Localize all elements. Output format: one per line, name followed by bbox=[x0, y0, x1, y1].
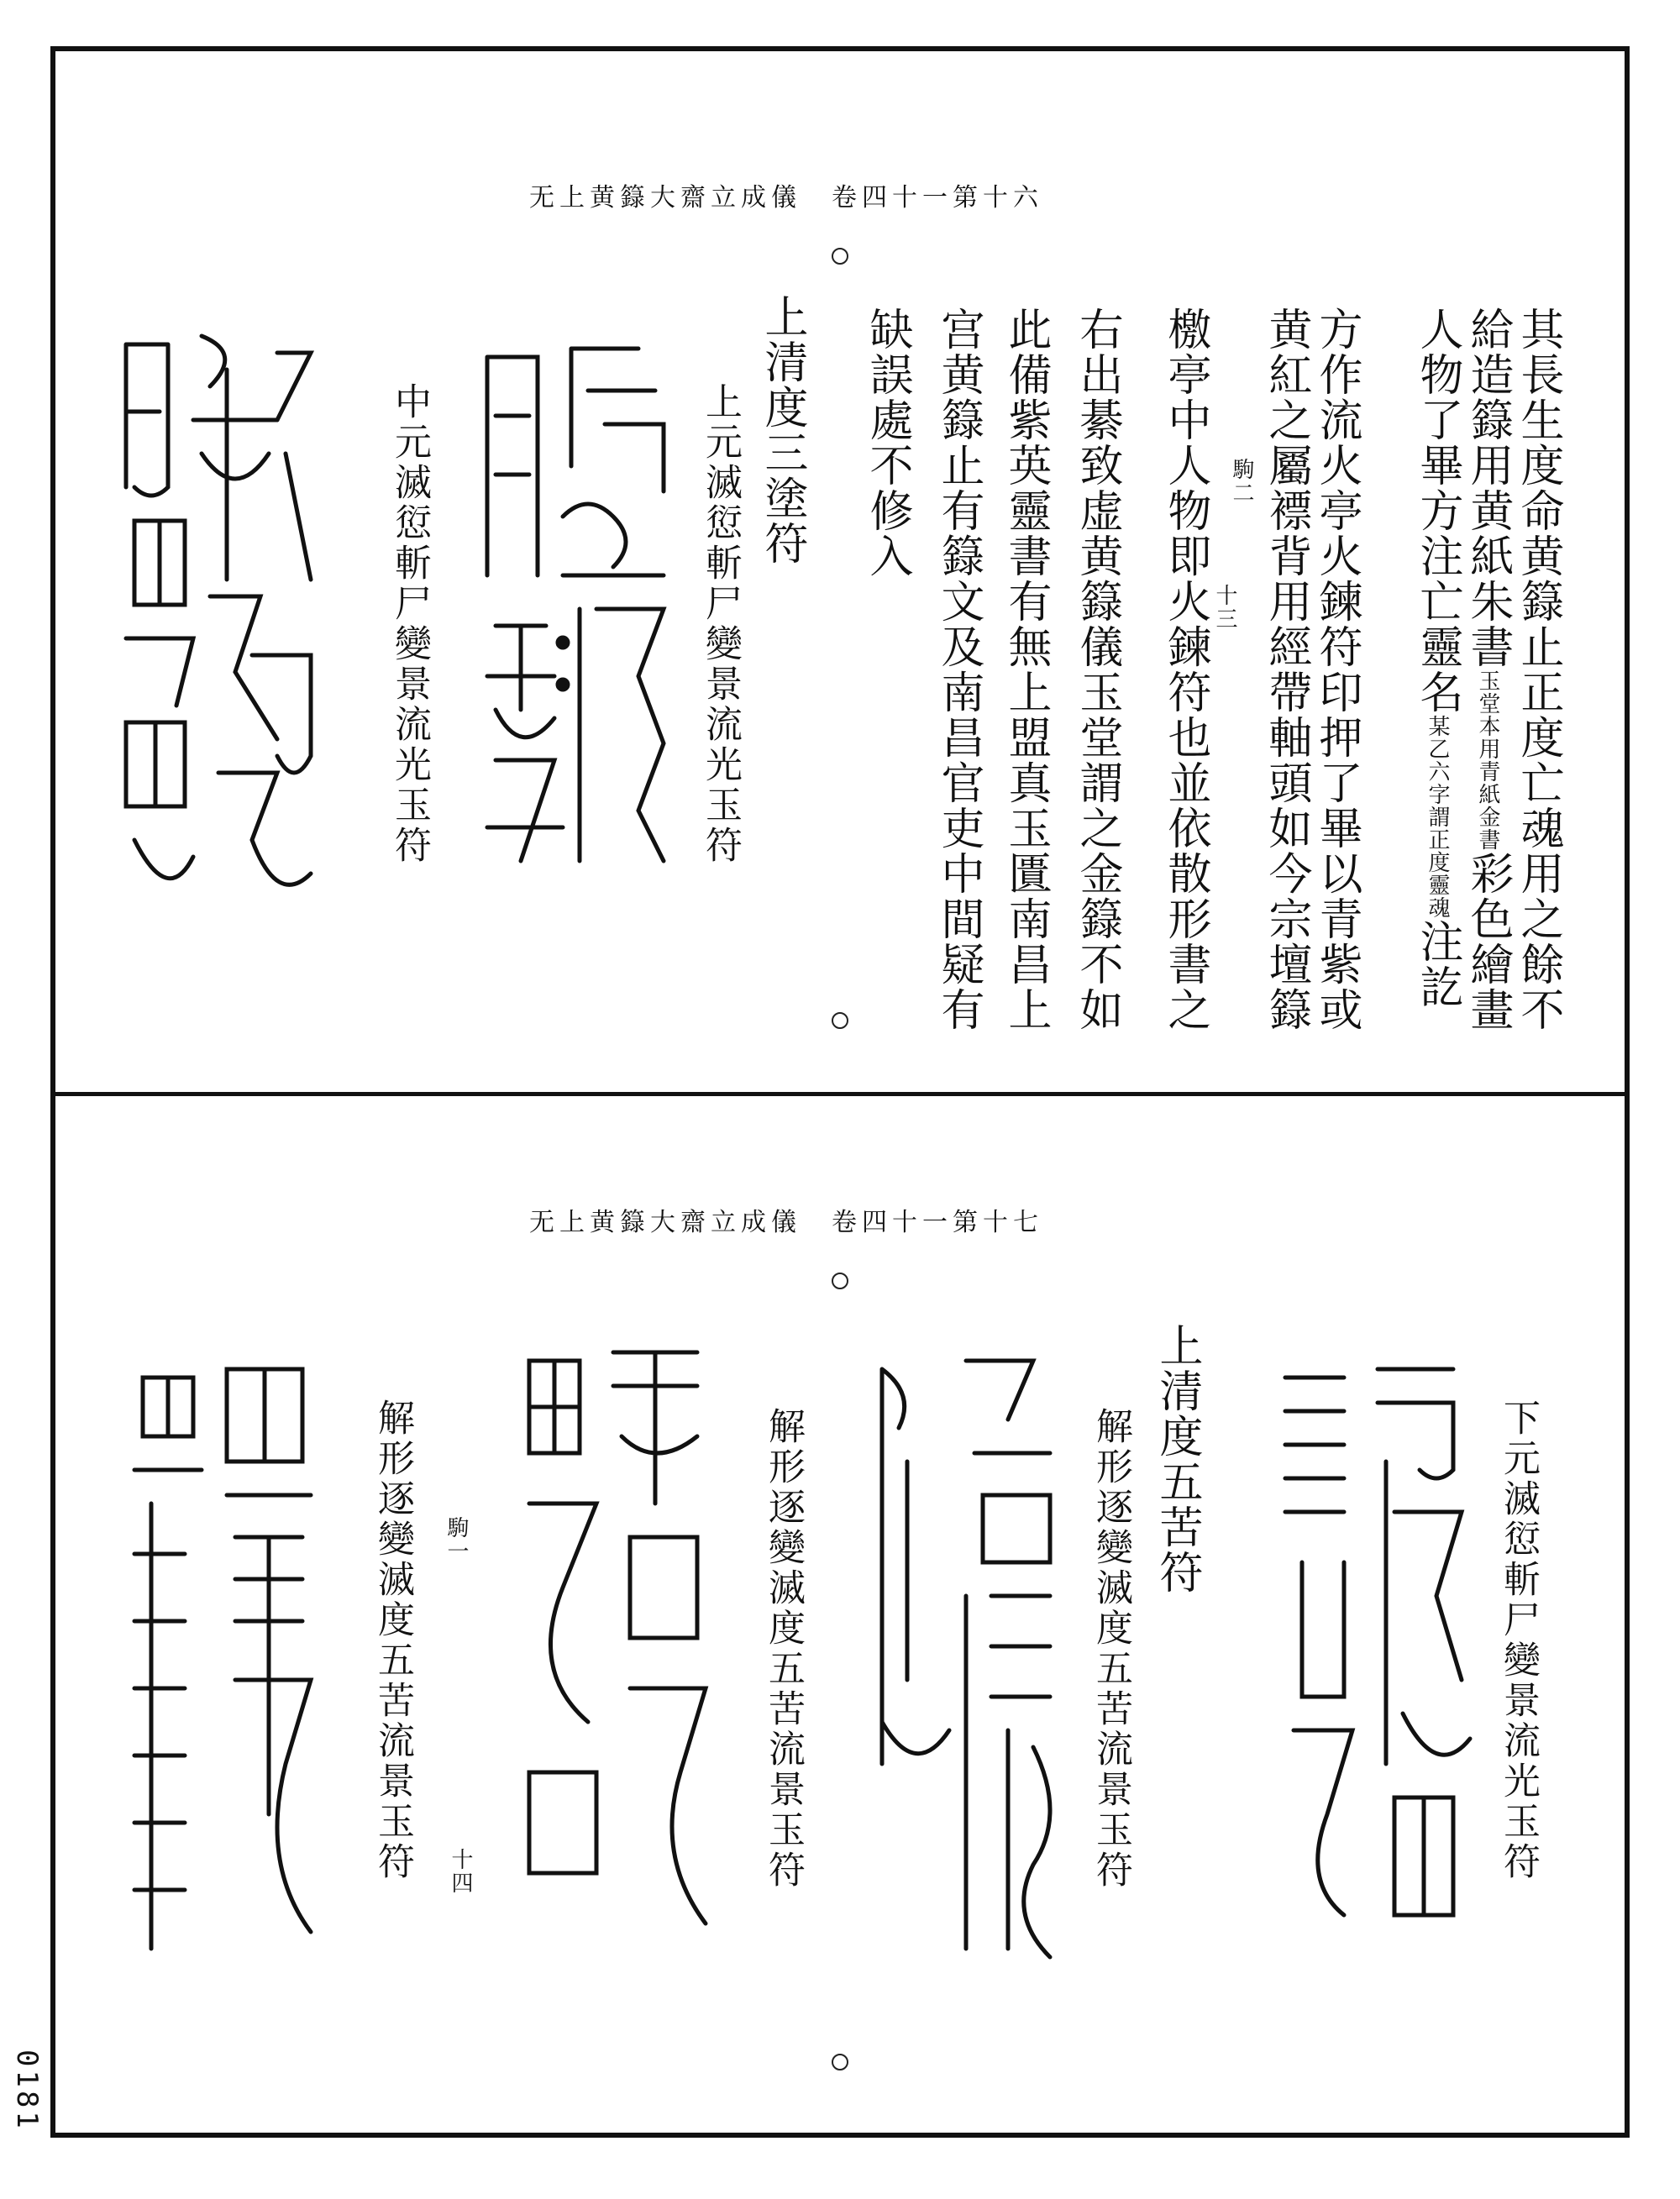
margin-number: 十三 bbox=[1212, 584, 1237, 631]
bottom-page-header: 无上黄籙大齋立成儀 卷四十一第十七 bbox=[529, 1208, 1043, 1237]
binding-hole bbox=[832, 1012, 848, 1029]
margin-mark: 駒一 bbox=[444, 1516, 469, 1563]
talisman-title: 上清度五苦符 bbox=[1152, 1323, 1202, 1595]
binding-hole bbox=[832, 248, 848, 265]
binding-hole bbox=[832, 1273, 848, 1289]
column-2-tail: 彩色繪畫 bbox=[1462, 851, 1513, 1032]
column-2-main: 給造籙用黄紙朱書 bbox=[1462, 307, 1513, 669]
margin-number: 十四 bbox=[448, 1848, 473, 1895]
folio-number: 0181 bbox=[10, 2049, 44, 2132]
column-3-main: 人物了畢方注亡靈名 bbox=[1412, 307, 1462, 715]
text-column-5: 黄紅之屬褾背用經帶軸頭如今宗壇籙 bbox=[1261, 307, 1311, 1032]
talisman-seal-lower bbox=[1268, 1344, 1478, 1949]
text-column-2 bbox=[1462, 307, 1513, 1032]
page-divider bbox=[50, 1092, 1630, 1096]
text-column-3 bbox=[1412, 307, 1462, 1010]
text-column-10: 缺誤處不修入 bbox=[862, 307, 912, 579]
talisman-seal-sixth bbox=[118, 1344, 328, 1999]
talisman-caption: 上元滅愆斬尸變景流光玉符 bbox=[699, 382, 742, 866]
column-2-note: 玉堂本用青紙金書 bbox=[1475, 669, 1500, 851]
top-page-header: 无上黄籙大齋立成儀 卷四十一第十六 bbox=[529, 183, 1043, 213]
talisman-caption: 下元滅愆斬尸變景流光玉符 bbox=[1497, 1399, 1540, 1882]
talisman-caption: 解形逐變滅度五苦流景玉符 bbox=[371, 1399, 414, 1882]
column-3-mid-note: 謂正度靈魂 bbox=[1425, 806, 1450, 919]
talisman-caption: 解形逐變滅度五苦流景玉符 bbox=[762, 1407, 805, 1891]
text-column-8: 此備紫英靈書有無上盟真玉匱南昌上 bbox=[1000, 307, 1051, 1032]
talisman-seal-upper bbox=[470, 323, 672, 886]
binding-hole bbox=[832, 2054, 848, 2070]
text-column-4: 方作流火亭火鍊符印押了畢以青紫或 bbox=[1311, 307, 1362, 1032]
talisman-title: 上清度三塗符 bbox=[757, 294, 807, 566]
column-3-tail: 注訖 bbox=[1412, 919, 1462, 1010]
text-column-9: 宫黄籙止有籙文及南昌官吏中間疑有 bbox=[933, 307, 984, 1032]
text-column-7: 右出綦致虚黄籙儀玉堂謂之金籙不如 bbox=[1072, 307, 1122, 1032]
talisman-caption: 解形逐變滅度五苦流景玉符 bbox=[1089, 1407, 1132, 1891]
talisman-seal-middle bbox=[109, 319, 319, 958]
margin-mark: 駒二 bbox=[1229, 458, 1254, 505]
talisman-seal-fourth bbox=[865, 1344, 1067, 1982]
column-3-note: 某乙六字 bbox=[1425, 715, 1450, 806]
text-column-6: 檄亭中人物即火鍊符也並依散形書之 bbox=[1160, 307, 1210, 1032]
talisman-seal-fifth bbox=[512, 1336, 714, 1991]
text-column-1: 其長生度命黄籙止正度亡魂用之餘不 bbox=[1513, 307, 1563, 1032]
talisman-caption: 中元滅愆斬尸變景流光玉符 bbox=[388, 382, 431, 866]
